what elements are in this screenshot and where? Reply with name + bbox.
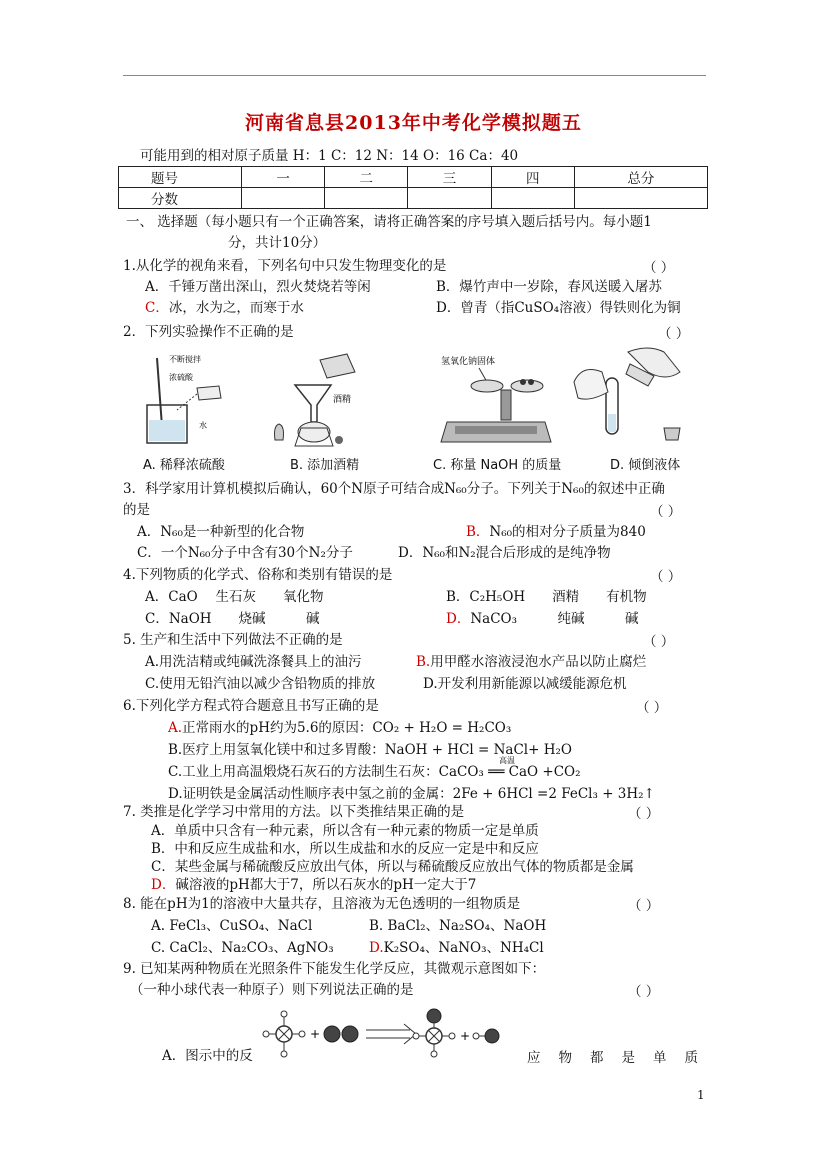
q4-option-a: A．CaO 生石灰 氧化物 — [145, 589, 324, 605]
q4-option-d — [446, 609, 639, 629]
table-cell[interactable] — [242, 188, 325, 209]
answer-paren[interactable]: （ ） — [628, 984, 660, 1000]
option-text: 用甲醛水溶液浸泡水产品以防止腐烂 — [430, 654, 647, 670]
answer-paren[interactable]: （ ） — [658, 326, 690, 342]
answer-paren[interactable]: （ ） — [650, 569, 682, 585]
correct-letter: C． — [145, 300, 169, 316]
q2-caption-d: D. 倾倒液体 — [610, 458, 681, 473]
table-row — [119, 167, 708, 188]
q7-option-c: C．某些金属与稀硫酸反应放出气体，所以与稀硫酸反应放出气体的物质都是金属 — [151, 859, 634, 875]
table-cell: 三 — [408, 167, 491, 188]
table-cell[interactable] — [574, 188, 707, 209]
q5-option-b — [416, 652, 646, 672]
q3-stem: 3．科学家用计算机模拟后确认，60个N原子可结合成N₆₀分子。下列关于N₆₀的叙述中正确 — [123, 481, 665, 497]
q8-option-a: A. FeCl₃、CuSO₄、NaCl — [151, 918, 313, 934]
score-table — [118, 166, 708, 209]
q4-stem: 4.下列物质的化学式、俗称和类别有错误的是 — [123, 567, 393, 583]
correct-letter: D. — [369, 940, 384, 956]
q6-option-c: C.工业上用高温煅烧石灰石的方法制生石灰：CaCO₃ ══ CaO +CO₂ — [168, 764, 581, 780]
svg-text:+: + — [460, 1029, 471, 1043]
q7-option-d — [151, 875, 476, 895]
q2-caption-c: C. 称量 NaOH 的质量 — [433, 458, 562, 473]
q7-option-a: A．单质中只含有一种元素，所以含有一种元素的物质一定是单质 — [151, 823, 539, 839]
answer-paren[interactable]: （ ） — [628, 806, 660, 822]
section1-heading: 一、 选择题（每小题只有一个正确答案，请将正确答案的序号填入题后括号内。每小题1 — [126, 214, 652, 230]
page-title: 河南省息县2013年中考化学模拟题五 — [245, 112, 582, 134]
table-cell: 一 — [242, 167, 325, 188]
q6-stem: 6.下列化学方程式符合题意且书写正确的是 — [123, 698, 379, 714]
correct-letter: B． — [466, 524, 490, 540]
q5-stem: 5. 生产和生活中下列做法不正确的是 — [123, 632, 343, 648]
q9-stem-cont: （一种小球代表一种原子）则下列说法正确的是 — [130, 982, 414, 998]
q3-option-a: A．N₆₀是一种新型的化合物 — [137, 524, 305, 540]
q3-option-c: C．一个N₆₀分子中含有30个N₂分子 — [137, 545, 353, 561]
table-cell: 分数 — [119, 188, 242, 209]
figure-pour-liquid — [568, 342, 688, 448]
option-text: NaCO₃ 纯碱 碱 — [470, 611, 639, 627]
figure-dilute-acid — [137, 350, 227, 450]
q8-stem: 8. 能在pH为1的溶液中大量共存，且溶液为无色透明的一组物质是 — [123, 896, 521, 912]
table-cell: 四 — [491, 167, 574, 188]
table-cell[interactable] — [491, 188, 574, 209]
q2-stem: 2．下列实验操作不正确的是 — [123, 324, 294, 340]
q9-option-a-left: A．图示中的反 — [162, 1048, 253, 1064]
q1-option-c — [145, 298, 304, 318]
q8-option-b: B. BaCl₂、Na₂SO₄、NaOH — [369, 918, 547, 934]
answer-paren[interactable]: （ ） — [636, 700, 668, 716]
q4-option-c: C．NaOH 烧碱 碱 — [145, 611, 320, 627]
figure-add-alcohol — [265, 350, 365, 450]
q7-option-b: B．中和反应生成盐和水，所以生成盐和水的反应一定是中和反应 — [151, 841, 539, 857]
option-text: 正常雨水的pH约为5.6的原因：CO₂ + H₂O = H₂CO₃ — [182, 720, 512, 736]
table-cell[interactable] — [408, 188, 491, 209]
q9-stem: 9. 已知某两种物质在光照条件下能发生化学反应，其微观示意图如下： — [123, 961, 546, 977]
figure-balance — [435, 352, 555, 448]
q5-option-a: A.用洗洁精或纯碱洗涤餐具上的油污 — [145, 654, 362, 670]
option-text: 冰，水为之，而寒于水 — [168, 300, 304, 316]
q1-stem: 1.从化学的视角来看，下列名句中只发生物理变化的是 — [123, 258, 447, 274]
reaction-condition: 高温 — [499, 756, 515, 765]
option-text: K₂SO₄、NaNO₃、NH₄Cl — [383, 940, 544, 956]
q8-option-c: C. CaCl₂、Na₂CO₃、AgNO₃ — [151, 940, 334, 956]
answer-paren[interactable]: （ ） — [643, 260, 675, 276]
correct-letter: D． — [151, 877, 176, 893]
q2-caption-a: A. 稀释浓硫酸 — [143, 458, 225, 473]
table-cell: 二 — [325, 167, 408, 188]
q9-option-a-right: 应物都是单质 — [527, 1050, 716, 1066]
q6-option-a — [168, 718, 511, 738]
label-acid: 浓硫酸 — [169, 373, 193, 382]
table-cell: 题号 — [119, 167, 242, 188]
label-stir: 不断搅拌 — [169, 355, 201, 364]
option-text: N₆₀的相对分子质量为840 — [489, 524, 646, 540]
q6-option-d: D.证明铁是金属活动性顺序表中氢之前的金属：2Fe + 6HCl =2 FeCl₃ + 3H₂↑ — [168, 786, 655, 802]
table-cell[interactable] — [325, 188, 408, 209]
svg-text:+: + — [310, 1027, 321, 1041]
q2-caption-b: B. 添加酒精 — [290, 458, 360, 473]
page-number: 1 — [697, 1088, 705, 1102]
q5-option-d: D.开发利用新能源以减缓能源危机 — [423, 676, 627, 692]
option-text: 碱溶液的pH都大于7，所以石灰水的pH一定大于7 — [175, 877, 477, 893]
correct-letter: D． — [446, 611, 471, 627]
q5-option-c: C.使用无铅汽油以减少含铅物质的排放 — [145, 676, 376, 692]
q1-option-d: D．曾青（指CuSO₄溶液）得铁则化为铜 — [436, 300, 681, 316]
reaction-diagram — [260, 1008, 500, 1064]
correct-letter: A. — [168, 720, 183, 736]
table-cell: 总分 — [574, 167, 707, 188]
q8-option-d — [369, 938, 544, 958]
answer-paren[interactable]: （ ） — [650, 504, 682, 520]
header-rule — [123, 75, 706, 76]
q3-option-b — [466, 522, 646, 542]
q3-stem-cont: 的是 — [123, 502, 150, 518]
label-naoh-solid: 氢氧化钠固体 — [441, 357, 496, 367]
correct-letter: B. — [416, 654, 431, 670]
q4-option-b: B．C₂H₅OH 酒精 有机物 — [446, 589, 647, 605]
table-row — [119, 188, 708, 209]
q1-option-a: A．千锤万凿出深山，烈火焚烧若等闲 — [145, 279, 371, 295]
answer-paren[interactable]: （ ） — [643, 634, 675, 650]
q6-option-b: B.医疗上用氢氧化镁中和过多胃酸：NaOH + HCl = NaCl+ H₂O — [168, 742, 572, 758]
atomic-masses: 可能用到的相对原子质量 H：1 C：12 N：14 O：16 Ca：40 — [140, 148, 519, 164]
label-alcohol: 酒精 — [333, 395, 352, 405]
section1-heading-cont: 分，共计10分） — [228, 235, 327, 251]
q1-option-b: B．爆竹声中一岁除，春风送暖入屠苏 — [436, 279, 662, 295]
label-water: 水 — [199, 421, 207, 430]
q3-option-d: D．N₆₀和N₂混合后形成的是纯净物 — [398, 545, 611, 561]
answer-paren[interactable]: （ ） — [628, 898, 660, 914]
q7-stem: 7. 类推是化学学习中常用的方法。以下类推结果正确的是 — [123, 804, 465, 820]
